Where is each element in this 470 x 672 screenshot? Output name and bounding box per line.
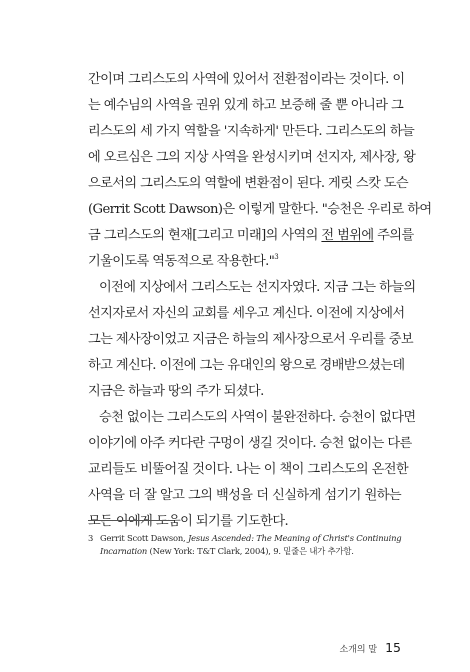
paragraph-1 [88, 67, 432, 275]
text-line: 교리들도 비뚤어질 것이다. 나는 이 책이 그리스도의 온전한 [88, 462, 409, 477]
footnote [88, 532, 408, 558]
text-line: 지금은 하늘과 땅의 주가 되셨다. [88, 384, 264, 399]
text-line: (Gerrit Scott Dawson)은 이렇게 말한다. "승천은 우리로 하여 [88, 202, 432, 217]
text-line [88, 249, 401, 275]
footnote-title: Jesus Ascended: The Meaning of Christ's Continuing [187, 533, 402, 543]
text-line: 는 예수님의 사역을 권위 있게 하고 보증해 줄 뿐 아니라 그 [88, 98, 404, 113]
underlined-emphasis: 전 범위에 [321, 228, 374, 243]
text-line: 이전에 지상에서 그리스도는 선지자였다. 지금 그는 하늘의 [99, 280, 416, 295]
text-segment: 금 그리스도의 현재[그리고 미래]의 사역의 [88, 228, 322, 243]
text-line: 승천 없이는 그리스도의 사역이 불완전하다. 승천이 없다면 [99, 410, 416, 425]
footnote-line [88, 545, 408, 558]
text-line: 선지자로서 자신의 교회를 세우고 계신다. 이전에 지상에서 [88, 306, 405, 321]
text-line: 에 오르심은 그의 지상 사역을 완성시키며 선지자, 제사장, 왕 [88, 150, 416, 165]
text-segment: 주의를 [373, 228, 414, 243]
paragraph-2 [88, 275, 416, 405]
text-line: 이야기에 아주 커다란 구멍이 생길 것이다. 승천 없이는 다른 [88, 436, 412, 451]
footnote-title: Incarnation [100, 546, 148, 556]
text-segment: 기울이도록 역동적으로 작용한다." [88, 254, 275, 269]
text-line [88, 223, 414, 249]
page-footer [339, 640, 401, 655]
footnote-number: 3 [88, 533, 94, 543]
text-line: 리스도의 세 가지 역할을 '지속하게' 만든다. 그리스도의 하늘 [88, 124, 415, 139]
footnote-author: Gerrit Scott Dawson, [100, 533, 188, 543]
text-line: 사역을 더 잘 알고 그의 백성을 더 신실하게 섬기기 원하는 [88, 488, 401, 503]
footnote-line [88, 532, 408, 545]
running-section-title: 소개의 말 [339, 645, 378, 655]
text-line: 그는 제사장이었고 지금은 하늘의 제사장으로서 우리를 중보 [88, 332, 414, 347]
text-line: 으로서의 그리스도의 역할에 변환점이 된다. 게릿 스캇 도슨 [88, 176, 409, 191]
paragraph-3 [88, 405, 416, 535]
text-line: 하고 계신다. 이전에 그는 유대인의 왕으로 경배받으셨는데 [88, 358, 405, 373]
footnote-publication: (New York: T&T Clark, 2004), 9. 밑줄은 내가 추가함. [147, 546, 354, 556]
footnote-divider [88, 520, 174, 521]
text-line: 간이며 그리스도의 사역에 있어서 전환점이라는 것이다. 이 [88, 72, 405, 87]
text-line: 모든 이에게 도움이 되기를 기도한다. [88, 514, 289, 529]
footnote-marker[interactable]: 3 [274, 253, 279, 261]
page-number: 15 [385, 640, 401, 655]
